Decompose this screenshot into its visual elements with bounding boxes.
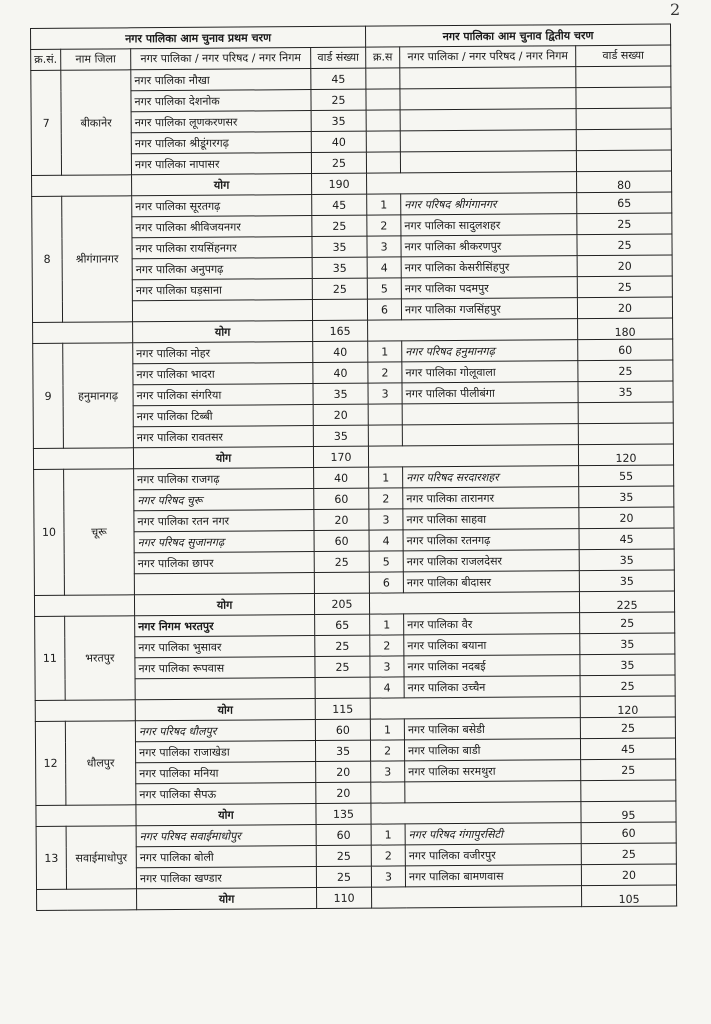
total-label: योग: [135, 699, 315, 721]
phase2-sno: 3: [367, 236, 401, 257]
phase2-body-name: नगर परिषद हनुमानगढ़: [402, 340, 578, 362]
phase1-ward-count: [314, 572, 369, 593]
total-spacer: [32, 175, 132, 197]
col-header-sno: क्र.सं.: [31, 49, 61, 70]
phase1-ward-count: 40: [313, 341, 368, 362]
total-label: योग: [134, 594, 314, 616]
phase2-ward-count: [578, 423, 673, 445]
phase1-ward-count: [315, 677, 370, 698]
phase1-ward-count: 25: [314, 551, 369, 572]
phase1-ward-count: 40: [314, 467, 369, 488]
phase2-title: नगर पालिका आम चुनाव द्वितीय चरण: [366, 24, 671, 47]
phase1-total: 135: [316, 803, 371, 824]
phase2-body-name: नगर पालिका वजीरपुर: [405, 844, 581, 866]
district-name: बीकानेर: [61, 70, 132, 175]
phase1-body-name: नगर पालिका रायसिंहनगर: [132, 237, 312, 259]
district-sno: 10: [34, 469, 65, 595]
phase2-body-name: [400, 67, 576, 89]
phase2-ward-count: [581, 780, 676, 802]
phase2-ward-count: 25: [577, 276, 672, 298]
phase1-body-name: नगर पालिका सैपऊ: [136, 783, 316, 805]
district-name: सवाईमाधोपुर: [66, 826, 136, 889]
phase2-body-name: नगर पालिका सादुलशहर: [401, 214, 577, 236]
phase2-ward-count: 25: [581, 759, 676, 781]
phase2-ward-count: 55: [579, 465, 674, 487]
phase1-body-name: नगर पालिका रावतसर: [133, 426, 313, 448]
phase2-sno: 3: [368, 383, 402, 404]
phase2-ward-count: [576, 150, 671, 172]
phase1-body-name: [135, 678, 315, 700]
election-phase-table: [30, 24, 677, 911]
phase2-sno: 1: [368, 341, 402, 362]
phase2-body-name: नगर पालिका केसरीसिंहपुर: [401, 256, 577, 278]
phase2-sno: 5: [367, 278, 401, 299]
phase2-sno: 3: [371, 761, 405, 782]
phase1-body-name: नगर पालिका बोली: [136, 846, 316, 868]
phase1-body-name: नगर पालिका लूणकरणसर: [131, 111, 311, 133]
total-spacer2: [369, 592, 579, 614]
phase2-ward-count: 60: [578, 339, 673, 361]
total-spacer: [33, 322, 133, 344]
col-header-body2: नगर पालिका / नगर परिषद / नगर निगम: [400, 46, 576, 68]
phase2-ward-count: [576, 66, 671, 88]
phase1-ward-count: 25: [316, 845, 371, 866]
phase2-sno: 2: [369, 488, 403, 509]
phase2-ward-count: [576, 108, 671, 130]
phase1-total: 205: [314, 593, 369, 614]
phase2-body-name: नगर पालिका गोलूवाला: [402, 361, 578, 383]
phase1-body-name: नगर पालिका नोहर: [133, 342, 313, 364]
phase2-sno: 2: [371, 845, 405, 866]
district-name: चूरू: [64, 469, 135, 595]
phase2-sno: [368, 425, 402, 446]
phase1-total: 110: [317, 887, 372, 908]
phase1-body-name: नगर पालिका नापासर: [131, 153, 311, 175]
phase2-body-name: नगर पालिका सरमथुरा: [405, 760, 581, 782]
col-header-district: नाम जिला: [61, 49, 131, 70]
phase1-body-name: नगर पालिका श्रीडूंगरगढ़: [131, 132, 311, 154]
phase1-body-name: नगर पालिका रूपवास: [135, 657, 315, 679]
phase2-sno: 3: [370, 656, 404, 677]
phase2-ward-count: 25: [580, 612, 675, 634]
phase2-sno: 1: [369, 467, 403, 488]
phase2-ward-count: 25: [578, 360, 673, 382]
phase1-ward-count: 25: [311, 152, 366, 173]
phase1-body-name: नगर पालिका मनिया: [136, 762, 316, 784]
phase2-ward-count: [576, 129, 671, 151]
phase2-ward-count: 20: [579, 507, 674, 529]
district-sno: 12: [35, 721, 66, 805]
phase1-body-name: नगर परिषद सवाईमाधोपुर: [136, 825, 316, 847]
phase2-ward-count: [578, 402, 673, 424]
total-spacer: [36, 805, 136, 827]
phase1-body-name: नगर परिषद सुजानगढ़: [134, 531, 314, 553]
phase1-ward-count: 20: [316, 782, 371, 803]
phase1-ward-count: 60: [314, 530, 369, 551]
phase2-sno: 1: [367, 194, 401, 215]
district-sno: 8: [32, 196, 63, 322]
phase1-ward-count: 20: [313, 404, 368, 425]
phase1-total: 190: [312, 173, 367, 194]
phase2-ward-count: 35: [580, 654, 675, 676]
phase1-total: 165: [313, 320, 368, 341]
district-sno: 11: [35, 616, 66, 700]
phase2-ward-count: 25: [581, 843, 676, 865]
total-spacer2: [368, 445, 578, 467]
phase2-total: 120: [578, 444, 673, 466]
phase2-ward-count: [576, 87, 671, 109]
phase2-body-name: नगर पालिका राजलदेसर: [403, 550, 579, 572]
phase1-body-name: नगर पालिका खण्डार: [136, 867, 316, 889]
phase2-body-name: [400, 130, 576, 152]
phase2-body-name: नगर पालिका गजसिंहपुर: [401, 298, 577, 320]
phase1-body-name: [132, 300, 312, 322]
phase2-ward-count: 65: [577, 192, 672, 214]
phase1-ward-count: 20: [316, 761, 371, 782]
phase1-ward-count: 60: [314, 488, 369, 509]
total-spacer: [33, 448, 133, 470]
phase1-body-name: [134, 573, 314, 595]
phase1-body-name: नगर परिषद धौलपुर: [135, 720, 315, 742]
phase1-ward-count: 20: [314, 509, 369, 530]
total-spacer2: [372, 886, 582, 908]
phase1-ward-count: 65: [315, 614, 370, 635]
total-spacer: [35, 700, 135, 722]
phase1-ward-count: 35: [312, 257, 367, 278]
phase1-body-name: नगर पालिका सूरतगढ़: [132, 195, 312, 217]
phase1-ward-count: 35: [315, 740, 370, 761]
total-label: योग: [132, 174, 312, 196]
phase2-body-name: नगर पालिका रतनगढ़: [403, 529, 579, 551]
phase1-ward-count: 40: [313, 362, 368, 383]
district-sno: 7: [31, 70, 62, 175]
total-label: योग: [133, 321, 313, 343]
phase2-ward-count: 45: [579, 528, 674, 550]
phase2-body-name: नगर पालिका पीलीबंगा: [402, 382, 578, 404]
phase2-body-name: नगर परिषद गंगापुरसिटी: [405, 823, 581, 845]
phase2-sno: 6: [367, 299, 401, 320]
phase2-ward-count: 35: [579, 549, 674, 571]
phase2-body-name: नगर पालिका बामणवास: [405, 865, 581, 887]
phase1-body-name: नगर पालिका टिब्बी: [133, 405, 313, 427]
phase2-body-name: नगर पालिका वैर: [404, 613, 580, 635]
phase2-body-name: [402, 403, 578, 425]
phase1-body-name: नगर पालिका राजगढ़: [134, 468, 314, 490]
phase1-total: 115: [315, 698, 370, 719]
phase2-ward-count: 25: [580, 675, 675, 697]
phase1-ward-count: 40: [311, 131, 366, 152]
phase2-ward-count: 25: [580, 717, 675, 739]
total-spacer2: [371, 802, 581, 824]
phase1-body-name: नगर पालिका भादरा: [133, 363, 313, 385]
phase1-ward-count: [312, 299, 367, 320]
phase2-body-name: नगर परिषद सरदारशहर: [403, 466, 579, 488]
phase1-total: 170: [313, 446, 368, 467]
phase2-sno: 6: [369, 572, 403, 593]
col-header-sno2: क्र.स: [366, 47, 400, 68]
phase2-ward-count: 60: [581, 822, 676, 844]
phase2-sno: 2: [368, 362, 402, 383]
phase2-sno: 4: [367, 257, 401, 278]
phase2-body-name: नगर पालिका उच्चैन: [404, 676, 580, 698]
phase1-body-name: नगर पालिका रतन नगर: [134, 510, 314, 532]
page-number-mark: 2: [670, 0, 681, 19]
phase2-total: 180: [578, 318, 673, 340]
phase1-ward-count: 35: [312, 236, 367, 257]
col-header-body: नगर पालिका / नगर परिषद / नगर निगम: [131, 48, 311, 70]
phase2-body-name: [400, 151, 576, 173]
col-header-wards2: वार्ड सख्या: [576, 45, 671, 67]
phase1-ward-count: 25: [312, 215, 367, 236]
phase2-sno: 4: [369, 530, 403, 551]
phase2-sno: 4: [370, 677, 404, 698]
phase2-total: 80: [577, 171, 672, 193]
phase2-sno: [366, 152, 400, 173]
phase2-sno: [368, 404, 402, 425]
phase2-body-name: [400, 109, 576, 131]
phase2-body-name: नगर परिषद श्रीगंगानगर: [401, 193, 577, 215]
phase2-body-name: नगर पालिका बाडी: [404, 739, 580, 761]
district-name: भरतपुर: [65, 616, 136, 700]
phase2-ward-count: 35: [578, 381, 673, 403]
phase2-body-name: [405, 781, 581, 803]
phase2-ward-count: 45: [580, 738, 675, 760]
phase1-title: नगर पालिका आम चुनाव प्रथम चरण: [31, 26, 366, 49]
phase2-body-name: नगर पालिका तारानगर: [403, 487, 579, 509]
phase2-body-name: [402, 424, 578, 446]
phase2-sno: 2: [370, 635, 404, 656]
phase1-body-name: नगर पालिका राजाखेडा: [135, 741, 315, 763]
phase1-body-name: नगर पालिका घड़साना: [132, 279, 312, 301]
phase1-ward-count: 45: [311, 68, 366, 89]
phase2-body-name: नगर पालिका बसेडी: [404, 718, 580, 740]
phase2-body-name: नगर पालिका पदमपुर: [401, 277, 577, 299]
district-name: हनुमानगढ़: [63, 343, 134, 448]
phase2-ward-count: 20: [577, 255, 672, 277]
phase2-sno: [366, 110, 400, 131]
phase2-sno: 3: [371, 866, 405, 887]
district-name: धौलपुर: [65, 721, 136, 805]
phase2-sno: 5: [369, 551, 403, 572]
phase2-sno: 2: [370, 740, 404, 761]
phase2-ward-count: 35: [580, 633, 675, 655]
phase1-ward-count: 45: [312, 194, 367, 215]
district-sno: 9: [33, 343, 64, 448]
phase2-sno: [366, 89, 400, 110]
phase1-body-name: नगर पालिका भुसावर: [135, 636, 315, 658]
phase2-sno: 2: [367, 215, 401, 236]
phase2-total: 95: [581, 801, 676, 823]
district-sno: 13: [36, 826, 66, 889]
phase1-ward-count: 25: [312, 278, 367, 299]
phase2-body-name: नगर पालिका बयाना: [404, 634, 580, 656]
phase1-body-name: नगर पालिका अनुपगढ़: [132, 258, 312, 280]
phase1-ward-count: 35: [311, 110, 366, 131]
total-spacer2: [367, 172, 577, 194]
phase1-body-name: नगर पालिका श्रीविजयनगर: [132, 216, 312, 238]
phase1-ward-count: 25: [316, 866, 371, 887]
phase2-body-name: नगर पालिका बीदासर: [403, 571, 579, 593]
total-spacer: [37, 889, 137, 911]
phase1-ward-count: 60: [316, 824, 371, 845]
total-spacer: [34, 595, 134, 617]
phase2-body-name: [400, 88, 576, 110]
phase2-ward-count: 25: [577, 213, 672, 235]
phase2-ward-count: 20: [577, 297, 672, 319]
phase2-total: 105: [582, 885, 677, 907]
phase1-ward-count: 25: [315, 635, 370, 656]
phase2-ward-count: 25: [577, 234, 672, 256]
phase2-sno: 1: [370, 719, 404, 740]
phase2-sno: [366, 68, 400, 89]
phase2-ward-count: 20: [581, 864, 676, 886]
phase1-ward-count: 35: [313, 383, 368, 404]
total-label: योग: [136, 804, 316, 826]
phase1-body-name: नगर पालिका नौखा: [131, 69, 311, 91]
phase2-sno: 1: [371, 824, 405, 845]
total-row: [37, 885, 677, 910]
phase2-total: 120: [580, 696, 675, 718]
phase1-ward-count: 25: [311, 89, 366, 110]
phase2-sno: [366, 131, 400, 152]
phase1-ward-count: 60: [315, 719, 370, 740]
phase1-body-name: नगर पालिका देशनोक: [131, 90, 311, 112]
phase2-body-name: नगर पालिका श्रीकरणपुर: [401, 235, 577, 257]
phase2-total: 225: [579, 591, 674, 613]
total-spacer2: [368, 319, 578, 341]
total-label: योग: [133, 447, 313, 469]
phase2-ward-count: 35: [579, 570, 674, 592]
phase2-body-name: नगर पालिका नदबई: [404, 655, 580, 677]
phase1-body-name: नगर परिषद चुरू: [134, 489, 314, 511]
phase1-ward-count: 25: [315, 656, 370, 677]
col-header-wards: वार्ड संख्या: [311, 47, 366, 68]
total-spacer2: [370, 697, 580, 719]
phase2-ward-count: 35: [579, 486, 674, 508]
phase1-body-name: नगर पालिका छापर: [134, 552, 314, 574]
phase1-body-name: नगर पालिका संगरिया: [133, 384, 313, 406]
total-label: योग: [137, 888, 317, 910]
phase1-ward-count: 35: [313, 425, 368, 446]
district-name: श्रीगंगानगर: [62, 196, 133, 322]
phase2-sno: 1: [370, 614, 404, 635]
phase2-sno: 3: [369, 509, 403, 530]
phase1-body-name: नगर निगम भरतपुर: [135, 615, 315, 637]
phase2-sno: [371, 782, 405, 803]
phase2-body-name: नगर पालिका साहवा: [403, 508, 579, 530]
